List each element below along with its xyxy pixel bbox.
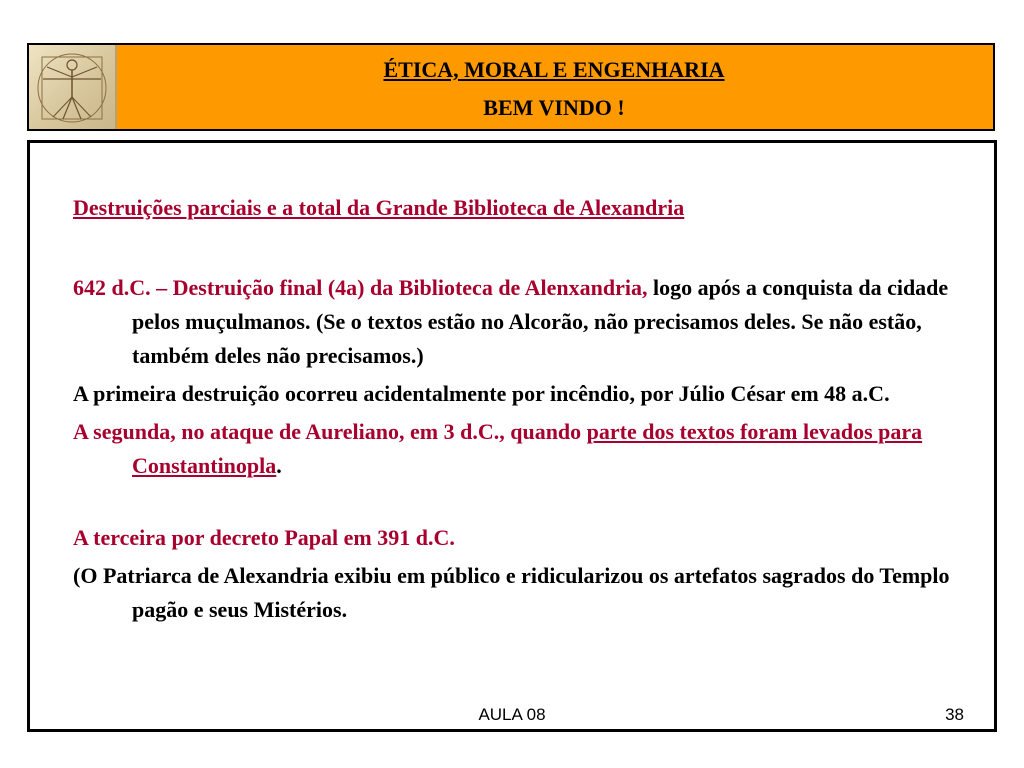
paragraph-first-destruction: A primeira destruição ocorreu acidentalmente por incêndio, por Júlio César em 48 a.C.	[73, 381, 890, 406]
paragraph-third-destruction: A terceira por decreto Papal em 391 d.C.	[73, 525, 455, 550]
paragraph-red-text: A segunda, no ataque de Aureliano, em 3 d.C., quando	[73, 419, 587, 444]
paragraph-period: .	[276, 453, 282, 478]
slide-body	[73, 191, 973, 627]
vitruvian-man-icon	[29, 45, 117, 129]
page-number: 38	[945, 705, 964, 724]
paragraph-patriarch: (O Patriarca de Alexandria exibiu em público e ridicularizou os artefatos sagrados do Templo pagão e seus Mistérios.	[73, 563, 950, 622]
page-subtitle: BEM VINDO !	[483, 95, 625, 120]
constantinopla-link[interactable]: parte dos textos foram levados para Constantinopla	[132, 419, 923, 478]
paragraph-black-text: logo após a conquista da cidade pelos muçulmanos. (Se o textos estão no Alcorão, não precisamos deles. Se não estão, também deles não precisamos.)	[132, 275, 949, 368]
content-panel	[27, 140, 997, 732]
header-banner	[27, 43, 995, 131]
spacer	[73, 225, 973, 271]
section-heading: Destruições parciais e a total da Grande Biblioteca de Alexandria	[73, 195, 685, 220]
spacer	[73, 483, 973, 521]
footer-label: AULA 08	[478, 705, 546, 724]
paragraph-final-destruction	[73, 271, 973, 373]
paragraph-red-text: 642 d.C. – Destruição final (4a) da Biblioteca de Alenxandria,	[73, 275, 648, 300]
paragraph-second-destruction	[73, 415, 973, 483]
page-title: ÉTICA, MORAL E ENGENHARIA	[383, 57, 725, 82]
